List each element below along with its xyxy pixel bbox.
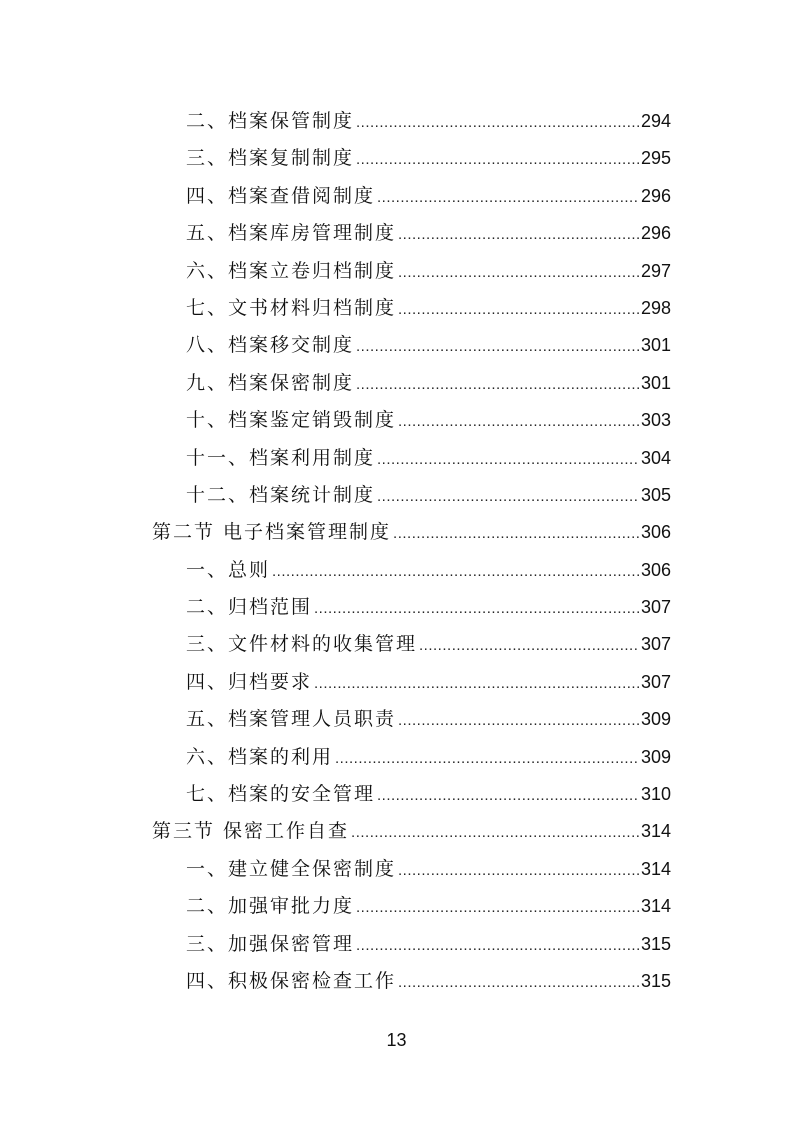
toc-entry[interactable] [0,175,793,212]
dot-leader [398,413,639,430]
toc-entry[interactable] [0,960,793,997]
toc-entry[interactable] [0,586,793,623]
toc-entry-page: 315 [640,970,671,991]
toc-entry-page: 304 [640,447,671,468]
dot-leader [398,862,639,879]
dot-leader [377,189,639,206]
toc-entry-title: 一、总则 [186,558,271,581]
toc-entry-title: 四、积极保密检查工作 [186,969,397,992]
toc-entry-page: 310 [640,784,671,805]
dot-leader [398,301,639,318]
dot-leader [356,376,639,393]
toc-entry-title: 五、档案管理人员职责 [186,708,397,731]
toc-entry-page: 315 [640,933,671,954]
toc-entry-title: 三、加强保密管理 [186,932,355,955]
toc-entry-title: 六、档案的利用 [186,745,334,768]
toc-entry[interactable] [0,100,793,137]
toc-entry-page: 307 [640,671,671,692]
toc-entry-title: 四、档案查借阅制度 [186,184,376,207]
toc-entry[interactable] [0,362,793,399]
toc-entry[interactable] [0,623,793,660]
toc-entry[interactable] [0,736,793,773]
dot-leader [272,563,639,580]
toc-entry-page: 297 [640,260,671,281]
toc-section-entry[interactable] [0,810,793,847]
page-number: 13 [386,1030,407,1050]
dot-leader [398,712,639,729]
dot-leader [356,114,639,131]
toc-entry-title: 七、文书材料归档制度 [186,296,397,319]
toc-entry[interactable] [0,324,793,361]
toc-entry-page: 294 [640,111,671,131]
toc-entry[interactable] [0,250,793,287]
toc-entry-page: 314 [640,821,671,842]
dot-leader [356,899,639,916]
toc-entry[interactable] [0,885,793,922]
dot-leader [335,750,639,767]
toc-entry-title: 七、档案的安全管理 [186,783,376,806]
toc-entry[interactable] [0,437,793,474]
toc-entry-page: 314 [640,858,671,879]
toc-entry[interactable] [0,549,793,586]
toc-entry-page: 309 [640,746,671,767]
toc-entry-page: 307 [640,634,671,655]
toc-entry-page: 309 [640,709,671,730]
dot-leader [356,937,639,954]
toc-entry[interactable] [0,287,793,324]
dot-leader [377,787,639,804]
toc-section-title: 第三节 保密工作自查 [152,820,350,843]
toc-entry-page: 298 [640,297,671,318]
toc-entry-title: 十、档案鉴定销毁制度 [186,409,397,432]
toc-entry-title: 六、档案立卷归档制度 [186,259,397,282]
toc-entry[interactable] [0,474,793,511]
toc-entry-page: 306 [640,522,671,543]
toc-entry-title: 十二、档案统计制度 [186,483,376,506]
toc-entry-title: 一、建立健全保密制度 [186,857,397,880]
dot-leader [398,264,639,281]
toc-entry-title: 十一、档案利用制度 [186,446,376,469]
toc-entry-title: 八、档案移交制度 [186,334,355,357]
toc-entry-page: 296 [640,185,671,206]
table-of-contents [0,100,793,997]
toc-section-entry[interactable] [0,511,793,548]
toc-entry-title: 五、档案库房管理制度 [186,222,397,245]
dot-leader [393,525,639,542]
toc-entry[interactable] [0,661,793,698]
toc-entry-title: 二、档案保管制度 [186,110,355,132]
toc-entry-title: 三、文件材料的收集管理 [186,633,418,656]
dot-leader [398,974,639,991]
toc-entry[interactable] [0,698,793,735]
dot-leader [398,226,639,243]
toc-entry[interactable] [0,923,793,960]
toc-entry-title: 三、档案复制制度 [186,147,355,170]
toc-section-title: 第二节 电子档案管理制度 [152,521,392,544]
toc-entry-title: 二、加强审批力度 [186,895,355,918]
toc-entry[interactable] [0,137,793,174]
toc-entry-page: 303 [640,410,671,431]
dot-leader [356,338,639,355]
toc-entry-title: 二、归档范围 [186,596,313,619]
toc-entry-page: 295 [640,148,671,169]
toc-entry-page: 301 [640,335,671,356]
toc-entry-page: 306 [640,559,671,580]
toc-entry-page: 305 [640,484,671,505]
toc-entry[interactable] [0,212,793,249]
toc-entry-page: 307 [640,597,671,618]
dot-leader [314,675,639,692]
toc-entry-page: 314 [640,896,671,917]
dot-leader [351,824,639,841]
toc-entry-title: 四、归档要求 [186,670,313,693]
toc-entry-page: 301 [640,372,671,393]
dot-leader [377,488,639,505]
dot-leader [419,637,639,654]
toc-entry[interactable] [0,773,793,810]
dot-leader [314,600,639,617]
toc-entry[interactable] [0,399,793,436]
toc-entry-page: 296 [640,223,671,244]
dot-leader [356,151,639,168]
toc-entry[interactable] [0,848,793,885]
toc-entry-title: 九、档案保密制度 [186,371,355,394]
dot-leader [377,451,639,468]
